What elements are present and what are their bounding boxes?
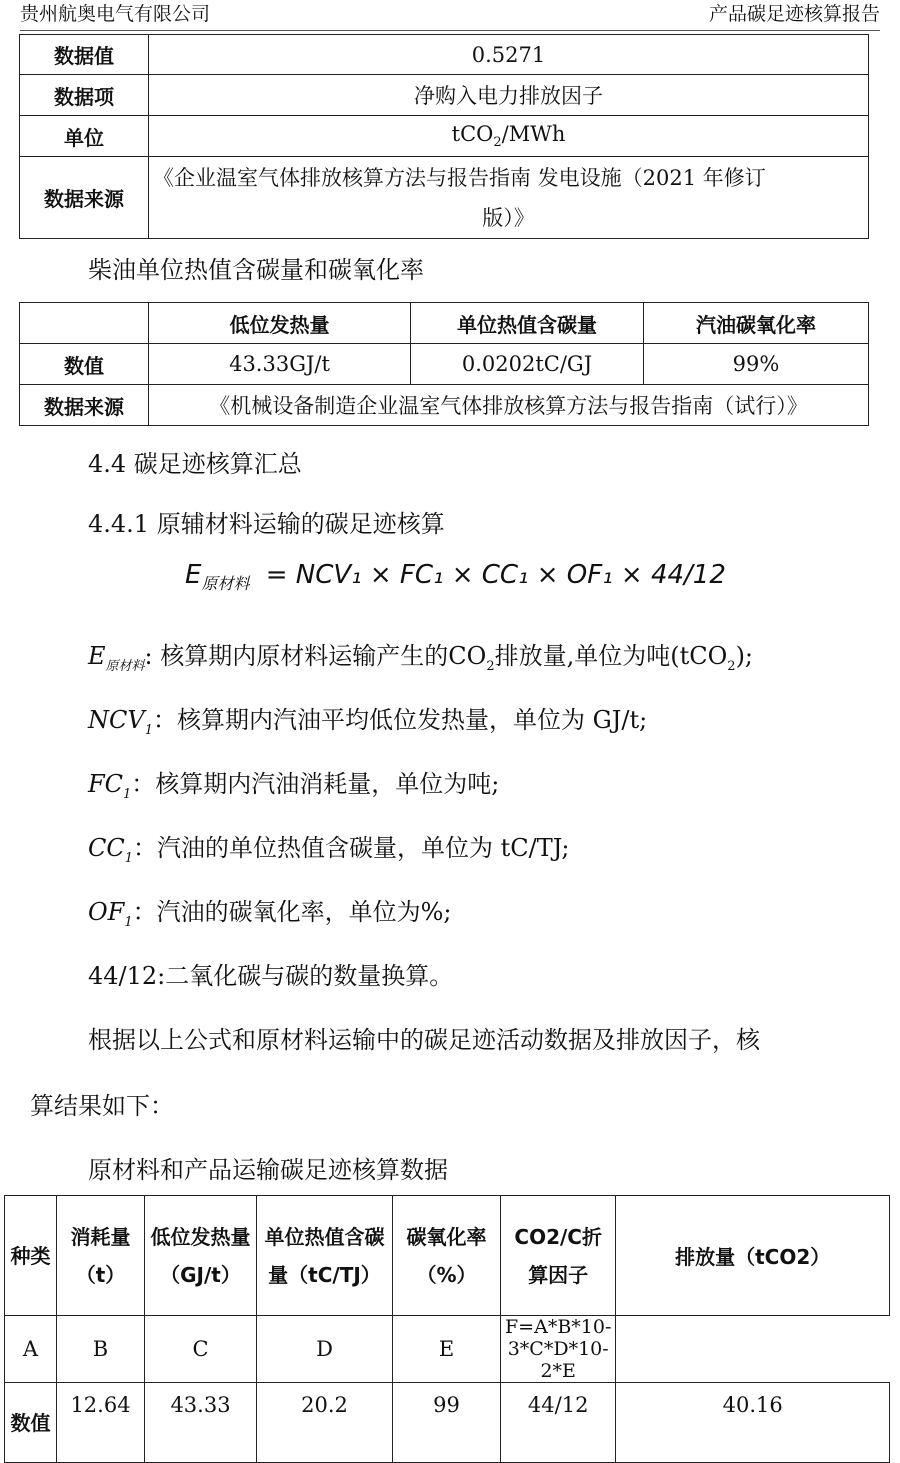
row-label: 数据来源 <box>20 385 149 426</box>
column-header: 排放量（tCO2） <box>616 1196 890 1316</box>
column-header: 低位发热量 <box>149 303 411 344</box>
kind-header: 种类 <box>5 1196 57 1316</box>
cell-value: 99 <box>393 1383 501 1463</box>
column-header: 碳氧化率（%） <box>393 1196 501 1316</box>
cell-value: 43.33GJ/t <box>149 344 411 385</box>
subsection-title: 4.4.1 原辅材料运输的碳足迹核算 <box>88 510 445 538</box>
column-header: 低位发热量（GJ/t） <box>145 1196 257 1316</box>
definition-e: $E_{原材料}$: 核算期内原材料运输产生的$CO_2$排放量,单位为吨(tCO$_2$); <box>88 642 754 674</box>
row-value: 净购入电力排放因子 <box>149 75 869 116</box>
row-label: 数值 <box>20 344 149 385</box>
cell-value: 20.2 <box>257 1383 393 1463</box>
values-label: 数值 <box>5 1383 57 1463</box>
column-header: 单位热值含碳量 <box>411 303 644 344</box>
letter-cell: B <box>57 1316 145 1383</box>
letter-cell: E <box>393 1316 501 1383</box>
definition-of: $OF_1$：汽油的碳氧化率，单位为%; <box>88 898 452 930</box>
source-value: 《机械设备制造企业温室气体排放核算方法与报告指南（试行）》 <box>149 385 869 426</box>
cell-value: 99% <box>644 344 869 385</box>
column-header: 消耗量（t） <box>57 1196 145 1316</box>
cell-value: 43.33 <box>145 1383 257 1463</box>
source-value: 《企业温室气体排放核算方法与报告指南 发电设施（2021 年修订 版）》 <box>149 157 869 239</box>
row-label: 数据项 <box>20 75 149 116</box>
emission-formula: $E_{原材料} = NCV_1 \times FC_1 \times CC_1 \times OF_1 \times 44/12$ <box>185 560 726 594</box>
letter-cell: A <box>5 1316 57 1383</box>
conversion-note: 44/12:二氧化碳与碳的数量换算。 <box>88 962 454 990</box>
definition-ncv: $NCV_1$：核算期内汽油平均低位发热量，单位为 GJ/t; <box>88 706 648 738</box>
column-header: 汽油碳氧化率 <box>644 303 869 344</box>
cell-value: 12.64 <box>57 1383 145 1463</box>
row-label: 数据值 <box>20 35 149 75</box>
company-name: 贵州航奥电气有限公司 <box>20 3 211 25</box>
letter-cell: D <box>257 1316 393 1383</box>
cell-value: 44/12 <box>501 1383 616 1463</box>
report-title: 产品碳足迹核算报告 <box>708 3 880 25</box>
empty-cell <box>20 303 149 344</box>
definition-fc: $FC_1$：核算期内汽油消耗量，单位为吨; <box>88 770 500 802</box>
row-label: 数据来源 <box>20 157 149 239</box>
page-header <box>20 0 880 31</box>
result-paragraph-line2: 算结果如下： <box>30 1092 174 1120</box>
column-header: CO2/C折算因子 <box>501 1196 616 1316</box>
section-title: 4.4 碳足迹核算汇总 <box>88 450 302 478</box>
letter-cell: C <box>145 1316 257 1383</box>
column-header: 单位热值含碳量（tC/TJ） <box>257 1196 393 1316</box>
diesel-factor-table <box>19 302 869 426</box>
unit-value: tCO$_2$/MWh <box>149 116 869 157</box>
diesel-caption: 柴油单位热值含碳量和碳氧化率 <box>88 256 424 284</box>
formula-cell: F=A*B*10-3*C*D*10-2*E <box>501 1316 616 1383</box>
row-label: 单位 <box>20 116 149 157</box>
cell-value: 40.16 <box>616 1383 890 1463</box>
transport-caption: 原材料和产品运输碳足迹核算数据 <box>88 1156 448 1184</box>
row-value: 0.5271 <box>149 35 869 75</box>
definition-cc: $CC_1$：汽油的单位热值含碳量，单位为 tC/TJ; <box>88 834 570 866</box>
cell-value: 0.0202tC/GJ <box>411 344 644 385</box>
transport-footprint-table <box>4 1195 890 1463</box>
electricity-factor-table <box>19 34 869 239</box>
result-paragraph-line1: 根据以上公式和原材料运输中的碳足迹活动数据及排放因子，核 <box>88 1026 760 1054</box>
